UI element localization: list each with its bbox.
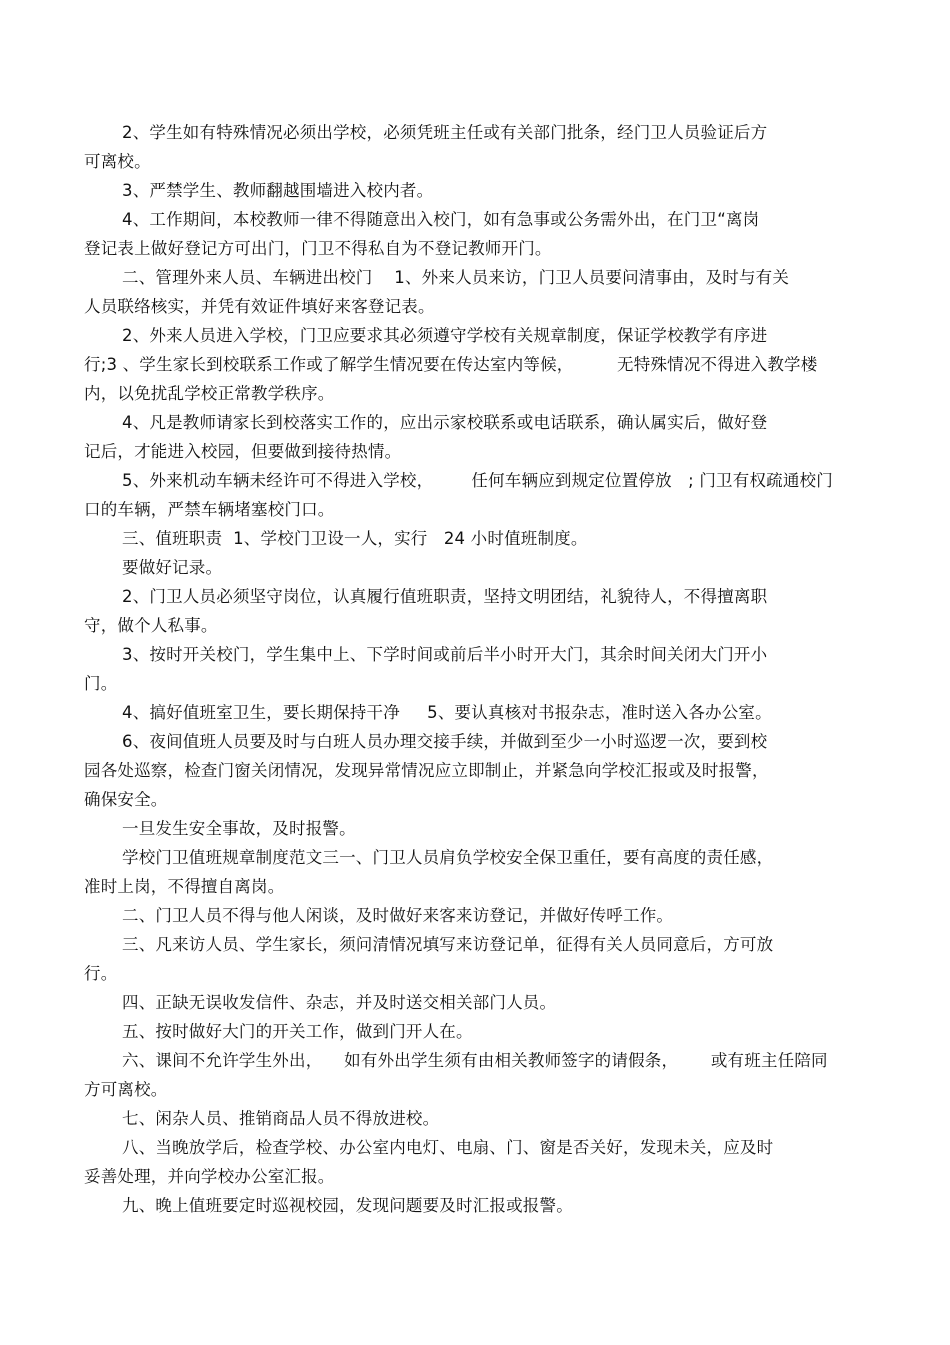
text-line: 4、工作期间，本校教师一律不得随意出入校门，如有急事或公务需外出，在门卫“离岗 <box>122 210 760 229</box>
text-line: 六、课间不允许学生外出， 如有外出学生须有由相关教师签字的请假条， 或有班主任陪同 <box>122 1051 828 1070</box>
text-line: 可离校。 <box>84 152 151 171</box>
text-line: 妥善处理，并向学校办公室汇报。 <box>84 1167 335 1186</box>
text-line: 九、晚上值班要定时巡视校园，发现问题要及时汇报或报警。 <box>122 1196 573 1215</box>
text-line: 2、门卫人员必须坚守岗位，认真履行值班职责，坚持文明团结，礼貌待人，不得擅离职 <box>122 587 768 606</box>
text-line: 二、管理外来人员、车辆进出校门 1、外来人员来访，门卫人员要问清事由，及时与有关 <box>122 268 790 287</box>
text-line: 确保安全。 <box>84 790 168 809</box>
text-line: 园各处巡察，检查门窗关闭情况，发现异常情况应立即制止，并紧急向学校汇报或及时报警， <box>84 761 769 780</box>
text-line: 三、凡来访人员、学生家长，须问清情况填写来访登记单，征得有关人员同意后，方可放 <box>122 935 774 954</box>
text-line: 3、按时开关校门，学生集中上、下学时间或前后半小时开大门，其余时间关闭大门开小 <box>122 645 768 664</box>
text-line: 6、夜间值班人员要及时与白班人员办理交接手续，并做到至少一小时巡逻一次，要到校 <box>122 732 768 751</box>
text-line: 要做好记录。 <box>122 558 223 577</box>
text-line: 二、门卫人员不得与他人闲谈，及时做好来客来访登记，并做好传呼工作。 <box>122 906 674 925</box>
text-line: 口的车辆，严禁车辆堵塞校门口。 <box>84 500 335 519</box>
text-line: 3、严禁学生、教师翻越围墙进入校内者。 <box>122 181 434 200</box>
text-line: 一旦发生安全事故，及时报警。 <box>122 819 356 838</box>
text-line: 2、外来人员进入学校，门卫应要求其必须遵守学校有关规章制度，保证学校教学有序进 <box>122 326 768 345</box>
text-line: 八、当晚放学后，检查学校、办公室内电灯、电扇、门、窗是否关好，发现未关，应及时 <box>122 1138 774 1157</box>
text-line: 记后，才能进入校园，但要做到接待热情。 <box>84 442 402 461</box>
text-line: 门。 <box>84 674 118 693</box>
text-line: 人员联络核实，并凭有效证件填好来客登记表。 <box>84 297 435 316</box>
text-line: 行;3 、学生家长到校联系工作或了解学生情况要在传达室内等候， 无特殊情况不得进入教学楼 <box>84 355 818 374</box>
text-line: 行。 <box>84 964 118 983</box>
text-line: 守，做个人私事。 <box>84 616 218 635</box>
text-line: 5、外来机动车辆未经许可不得进入学校， 任何车辆应到规定位置停放 ; 门卫有权疏通校门 <box>122 471 833 490</box>
text-line: 登记表上做好登记方可出门，门卫不得私自为不登记教师开门。 <box>84 239 552 258</box>
text-line: 学校门卫值班规章制度范文三一、门卫人员肩负学校安全保卫重任，要有高度的责任感， <box>122 848 774 867</box>
text-line: 五、按时做好大门的开关工作，做到门开人在。 <box>122 1022 473 1041</box>
text-line: 四、正缺无误收发信件、杂志，并及时送交相关部门人员。 <box>122 993 557 1012</box>
text-line: 4、凡是教师请家长到校落实工作的，应出示家校联系或电话联系，确认属实后，做好登 <box>122 413 768 432</box>
text-line: 方可离校。 <box>84 1080 168 1099</box>
text-line: 内，以免扰乱学校正常教学秩序。 <box>84 384 335 403</box>
text-line: 4、搞好值班室卫生，要长期保持干净 5、要认真核对书报杂志，准时送入各办公室。 <box>122 703 772 722</box>
text-line: 准时上岗，不得擅自离岗。 <box>84 877 285 896</box>
text-line: 2、学生如有特殊情况必须出学校，必须凭班主任或有关部门批条，经门卫人员验证后方 <box>122 123 768 142</box>
text-line: 三、值班职责 1、学校门卫设一人，实行 24 小时值班制度。 <box>122 529 588 548</box>
text-line: 七、闲杂人员、推销商品人员不得放进校。 <box>122 1109 440 1128</box>
